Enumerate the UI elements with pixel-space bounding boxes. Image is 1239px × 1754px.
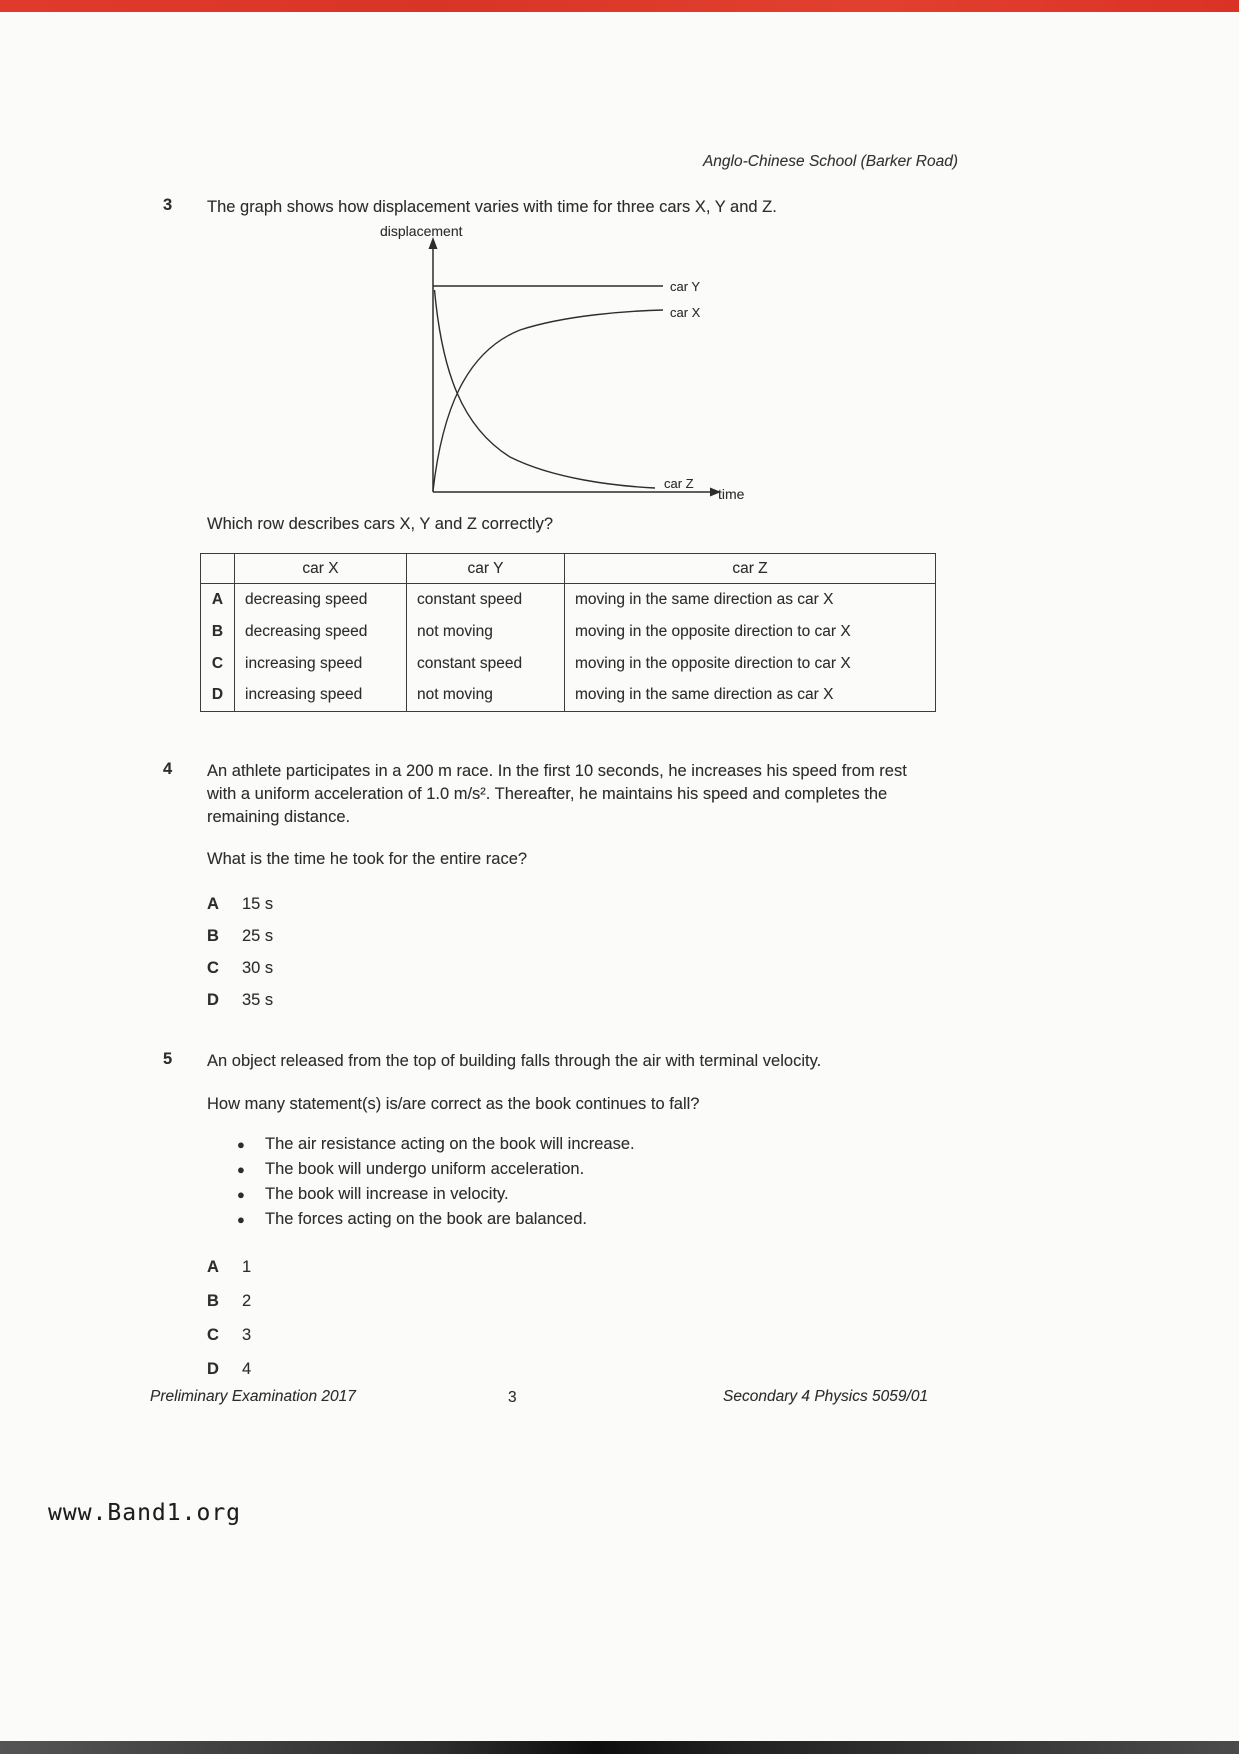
statement-item (237, 1157, 983, 1182)
option-a (207, 1258, 983, 1277)
car-z-curve (435, 290, 656, 488)
option-text: 1 (242, 1258, 252, 1277)
car-z-label: car Z (664, 476, 694, 491)
cell-car-z: moving in the same direction as car X (565, 680, 936, 712)
cell-car-x: increasing speed (235, 680, 407, 712)
car-x-label: car X (670, 305, 701, 320)
question-4-number: 4 (163, 760, 173, 778)
row-letter: A (211, 590, 224, 608)
graph-ylabel: displacement (380, 223, 463, 239)
row-letter: C (211, 654, 224, 672)
option-text: 3 (242, 1326, 252, 1345)
cell-car-y: not moving (407, 616, 565, 648)
scan-top-red-bar (0, 0, 1239, 12)
bullet-icon: ● (237, 1161, 245, 1177)
question-5-statements (237, 1132, 983, 1232)
header-car-y: car Y (407, 554, 565, 584)
question-3 (163, 196, 993, 219)
footer-exam-title: Preliminary Examination 2017 (150, 1388, 356, 1405)
statement-item (237, 1132, 983, 1157)
option-text: 30 s (242, 959, 274, 978)
statement-text: The book will undergo uniform acceleration. (265, 1159, 585, 1178)
question-4-text: An athlete participates in a 200 m race. In the first 10 seconds, he increases his speed from rest with a uniform acceleration of 1.0 m/s². Thereafter, he maintains his speed and completes the remaining distance. (207, 762, 907, 826)
option-letter: A (207, 1258, 219, 1277)
option-c (207, 959, 953, 978)
option-text: 35 s (242, 991, 274, 1010)
car-x-curve (433, 310, 663, 491)
question-4 (163, 760, 953, 1010)
cell-car-y: constant speed (407, 648, 565, 680)
statement-text: The air resistance acting on the book will increase. (265, 1134, 635, 1153)
option-text: 2 (242, 1292, 252, 1311)
footer-page-number: 3 (508, 1389, 517, 1406)
cell-car-x: increasing speed (235, 648, 407, 680)
bullet-icon: ● (237, 1212, 245, 1227)
header-car-x: car X (235, 554, 407, 584)
car-y-label: car Y (670, 279, 701, 294)
header-car-z: car Z (565, 554, 936, 584)
option-text: 25 s (242, 927, 274, 946)
cell-car-z: moving in the same direction as car X (565, 584, 936, 616)
scan-bottom-dark-bar (0, 1741, 1239, 1754)
table-row (201, 584, 936, 616)
statement-text: The book will increase in velocity. (265, 1184, 509, 1203)
table-row (201, 680, 936, 712)
option-d (207, 991, 953, 1010)
watermark-url: www.Band1.org (48, 1500, 242, 1526)
option-letter: B (207, 927, 219, 946)
option-c (207, 1326, 983, 1345)
footer-subject-code: Secondary 4 Physics 5059/01 (723, 1388, 929, 1405)
question-3-subquestion: Which row describes cars X, Y and Z correctly? (207, 515, 554, 533)
option-letter: C (207, 959, 219, 978)
question-5-subquestion: How many statement(s) is/are correct as the book continues to fall? (207, 1094, 700, 1113)
question-5-number: 5 (163, 1050, 173, 1068)
school-header: Anglo-Chinese School (Barker Road) (702, 153, 958, 170)
statement-text: The forces acting on the book are balanced. (265, 1210, 587, 1228)
statement-item (237, 1182, 983, 1207)
graph-xlabel: time (718, 486, 745, 502)
graph-svg (370, 222, 780, 518)
table-row (201, 616, 936, 648)
cell-car-z: moving in the opposite direction to car X (565, 648, 936, 680)
displacement-time-graph (370, 222, 780, 518)
option-letter: B (207, 1292, 219, 1311)
statement-item (237, 1207, 983, 1232)
bullet-icon: ● (237, 1136, 245, 1152)
option-text: 4 (242, 1360, 252, 1379)
option-letter: A (207, 895, 219, 914)
cell-car-y: constant speed (407, 584, 565, 616)
question-3-number: 3 (163, 196, 173, 214)
row-letter: D (211, 686, 224, 704)
option-letter: D (207, 1360, 219, 1379)
question-5-text: An object released from the top of building falls through the air with terminal velocity. (207, 1052, 822, 1070)
row-letter: B (211, 622, 224, 640)
option-letter: C (207, 1326, 219, 1345)
option-b (207, 1292, 983, 1311)
option-d (207, 1360, 983, 1379)
cell-car-y: not moving (407, 680, 565, 712)
question-5-options (207, 1258, 983, 1379)
question-4-options (207, 895, 953, 1010)
question-5 (163, 1050, 983, 1379)
cell-car-x: decreasing speed (235, 584, 407, 616)
option-text: 15 s (242, 895, 274, 914)
cell-car-z: moving in the opposite direction to car X (565, 616, 936, 648)
bullet-icon: ● (237, 1186, 245, 1202)
header-blank-cell (201, 554, 235, 584)
cell-car-x: decreasing speed (235, 616, 407, 648)
option-a (207, 895, 953, 914)
answer-table-header-row (201, 554, 936, 584)
question-3-text: The graph shows how displacement varies with time for three cars X, Y and Z. (207, 198, 777, 216)
answer-table (200, 553, 936, 712)
table-row (201, 648, 936, 680)
option-letter: D (207, 991, 219, 1010)
option-b (207, 927, 953, 946)
question-4-subquestion: What is the time he took for the entire race? (207, 850, 528, 869)
